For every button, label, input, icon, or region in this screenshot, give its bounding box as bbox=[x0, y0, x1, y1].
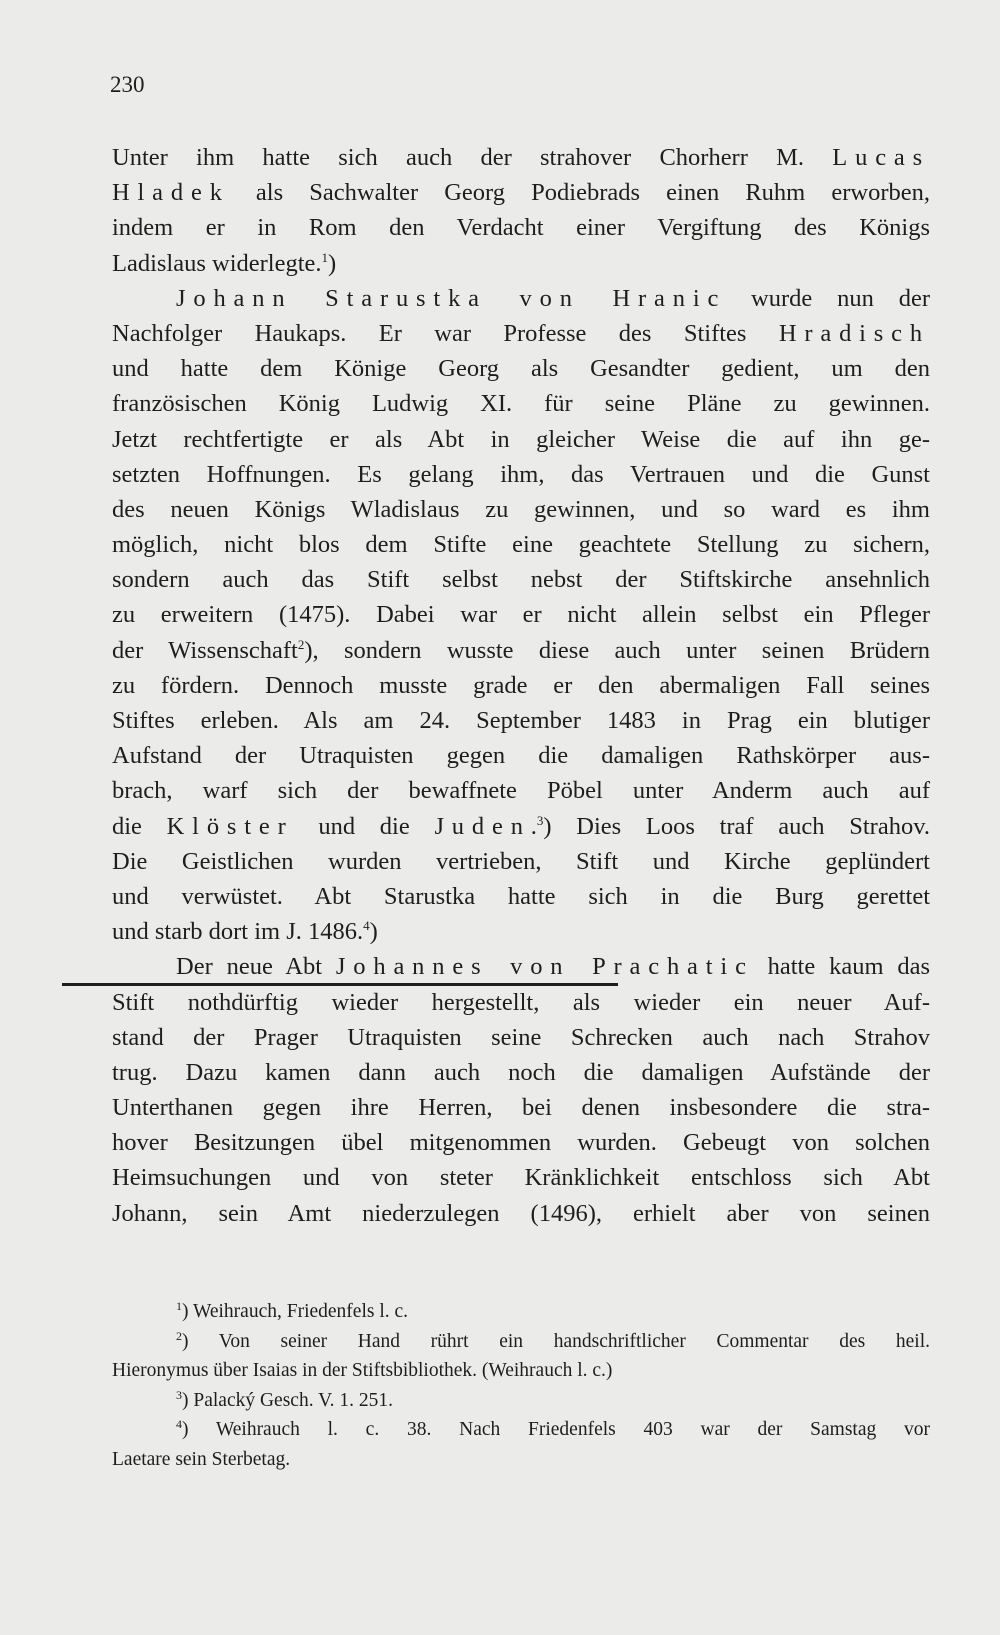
text-line: möglich, nicht blos dem Stifte eine geachtete Stellung zu sichern, bbox=[112, 531, 930, 559]
text-line: und starb dort im J. 1486.$^4$) bbox=[112, 918, 378, 946]
page-number: 230 bbox=[110, 72, 145, 97]
text-line: Unter ihm hatte sich auch der strahover Chorherr M. Lucas bbox=[112, 144, 930, 171]
main-text bbox=[112, 140, 930, 1231]
text-line: Unterthanen gegen ihre Herren, bei denen insbesondere die stra- bbox=[112, 1094, 930, 1122]
text-line: Heimsuchungen und von steter Kränklichkeit entschloss sich Abt bbox=[112, 1164, 930, 1192]
text-line: stand der Prager Utraquisten seine Schrecken auch nach Strahov bbox=[112, 1023, 930, 1051]
text-line: Stift nothdürftig wieder hergestellt, als wieder ein neuer Auf- bbox=[112, 988, 930, 1016]
footnote: $^3$) Palacký Gesch. V. 1. 251. bbox=[176, 1387, 394, 1411]
footnote-ref: 4 bbox=[363, 918, 370, 934]
text-line: hover Besitzungen übel mitgenommen wurden. Gebeugt von solchen bbox=[112, 1129, 930, 1157]
text-line: Hladek als Sachwalter Georg Podiebrads einen Ruhm erworben, bbox=[112, 179, 930, 207]
footnote: $^1$) Weihrauch, Friedenfels l. c. bbox=[176, 1299, 409, 1322]
text-line: Stiftes erleben. Als am 24. September 1483 in Prag ein blutiger bbox=[112, 707, 930, 734]
text-line: und hatte dem Könige Georg als Gesandter gedient, um den bbox=[112, 355, 930, 383]
text-line: und verwüstet. Abt Starustka hatte sich in die Burg gerettet bbox=[112, 882, 930, 910]
text-line: Johann Starustka von Hranic wurde nun der bbox=[176, 284, 930, 312]
footnotes bbox=[112, 1297, 930, 1475]
text-line: die Klöster und die Juden.$^3$) Dies Loos traf auch Strahov. bbox=[112, 812, 930, 840]
footnote: $^4$) Weihrauch l. c. 38. Nach Friedenfels 403 war der Samstag vor bbox=[176, 1417, 930, 1441]
footnote-ref: 2 bbox=[297, 636, 305, 652]
text-line: trug. Dazu kamen dann auch noch die damaligen Aufstände der bbox=[112, 1058, 930, 1086]
underline-rule bbox=[62, 983, 618, 986]
text-line: Der neue Abt Johannes von Prachatic hatte kaum das bbox=[176, 953, 931, 981]
text-line: zu fördern. Dennoch musste grade er den abermaligen Fall seines bbox=[112, 671, 930, 699]
footnote-ref: 1 bbox=[321, 249, 329, 265]
text-line: brach, warf sich der bewaffnete Pöbel unter Anderm auch auf bbox=[112, 777, 930, 805]
text-line: Die Geistlichen wurden vertrieben, Stift und Kirche geplündert bbox=[112, 847, 930, 875]
footnote-continuation: Laetare sein Sterbetag. bbox=[112, 1448, 291, 1470]
text-line: der Wissenschaft$^2$), sondern wusste diese auch unter seinen Brüdern bbox=[112, 636, 930, 664]
text-line: Aufstand der Utraquisten gegen die damaligen Rathskörper aus- bbox=[112, 742, 930, 770]
text-line: zu erweitern (1475). Dabei war er nicht allein selbst ein Pfleger bbox=[112, 601, 930, 629]
text-line: sondern auch das Stift selbst nebst der Stiftskirche ansehnlich bbox=[112, 566, 930, 594]
text-line: Johann, sein Amt niederzulegen (1496), erhielt aber von seinen bbox=[112, 1199, 930, 1227]
text-line: setzten Hoffnungen. Es gelang ihm, das Vertrauen und die Gunst bbox=[112, 460, 930, 488]
footnote-continuation: Hieronymus über Isaias in der Stiftsbibliothek. (Weihrauch l. c.) bbox=[112, 1360, 613, 1382]
text-line: des neuen Königs Wladislaus zu gewinnen, und so ward es ihm bbox=[112, 495, 930, 523]
text-line: französischen König Ludwig XI. für seine Pläne zu gewinnen. bbox=[112, 390, 930, 418]
text-line: Ladislaus widerlegte.$^1$) bbox=[112, 249, 337, 277]
footnote-ref: 3 bbox=[536, 812, 544, 828]
footnote: $^2$) Von seiner Hand rührt ein handschriftlicher Commentar des heil. bbox=[176, 1328, 930, 1352]
text-line: Jetzt rechtfertigte er als Abt in gleicher Weise die auf ihn ge- bbox=[112, 425, 930, 453]
text-line: Nachfolger Haukaps. Er war Professe des Stiftes Hradisch bbox=[112, 319, 930, 347]
text-line: indem er in Rom den Verdacht einer Vergiftung des Königs bbox=[112, 214, 930, 242]
